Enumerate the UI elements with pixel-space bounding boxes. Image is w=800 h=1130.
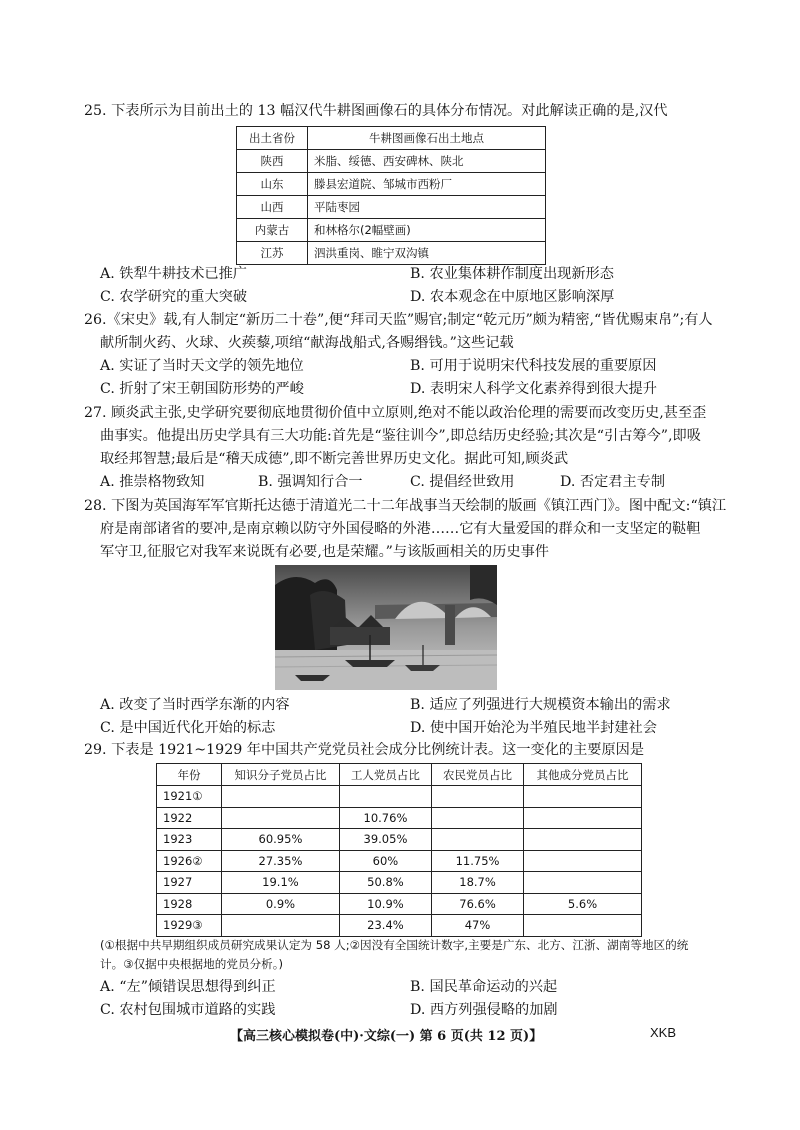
table-cell: 1929③ — [157, 915, 222, 937]
q26-option-b[interactable]: B. 可用于说明宋代科技发展的重要原因 — [410, 358, 657, 374]
table-row — [157, 807, 642, 829]
table-cell: 76.6% — [431, 893, 523, 915]
table-cell: 陕西 — [237, 150, 308, 173]
q25-option-a[interactable]: A. 铁犁牛耕技术已推广 — [100, 266, 247, 282]
table-row — [237, 127, 546, 150]
q25-option-b[interactable]: B. 农业集体耕作制度出现新形态 — [410, 266, 614, 282]
q26-stem-line-1: 26.《宋史》载,有人制定“新历二十卷”,便“拜司天监”赐官;制定“乾元历”颇为精密,“皆优赐束帛”;有人 — [84, 312, 713, 328]
q29-header-other: 其他成分党员占比 — [524, 764, 642, 786]
q28-stem-line-1: 28. 下图为英国海军军官斯托达德于清道光二十二年战事当天绘制的版画《镇江西门》。图中配文:“镇江 — [84, 498, 727, 514]
q28-option-d[interactable]: D. 使中国开始沦为半殖民地半封建社会 — [410, 720, 657, 736]
table-cell: 1921① — [157, 786, 222, 808]
table-cell: 10.76% — [339, 807, 431, 829]
table-cell — [222, 786, 340, 808]
table-cell: 和林格尔(2幅壁画) — [308, 219, 546, 242]
q28-option-c[interactable]: C. 是中国近代化开始的标志 — [100, 720, 276, 736]
table-cell: 1927 — [157, 872, 222, 894]
q26-option-a[interactable]: A. 实证了当时天文学的领先地位 — [100, 358, 304, 374]
page-footer: 【高三核心模拟卷(中)·文综(一) 第 6 页(共 12 页)】 — [230, 1029, 543, 1044]
q25-header-province: 出土省份 — [237, 127, 308, 150]
q28-option-b[interactable]: B. 适应了列强进行大规模资本输出的需求 — [410, 697, 671, 713]
q29-option-a[interactable]: A. “左”倾错误思想得到纠正 — [100, 979, 276, 995]
engraving-illustration — [275, 565, 497, 690]
q26-stem-line-2: 献所制火药、火球、火蒺藜,项绾“献海战船式,各赐缗钱。”这些记载 — [100, 335, 514, 351]
q29-table — [156, 763, 642, 937]
table-cell — [524, 807, 642, 829]
table-cell — [524, 786, 642, 808]
q27-option-b[interactable]: B. 强调知行合一 — [258, 474, 363, 490]
q26-option-c[interactable]: C. 折射了宋王朝国防形势的严峻 — [100, 381, 304, 397]
table-cell — [524, 915, 642, 937]
table-cell: 0.9% — [222, 893, 340, 915]
q29-note-line-1: (①根据中共早期组织成员研究成果认定为 58 人;②因没有全国统计数字,主要是广东、北方、江浙、湖南等地区的统 — [100, 938, 689, 952]
table-row — [237, 150, 546, 173]
q25-header-location: 牛耕图画像石出土地点 — [308, 127, 546, 150]
table-cell: 1922 — [157, 807, 222, 829]
table-cell — [524, 872, 642, 894]
q29-header-peasant: 农民党员占比 — [431, 764, 523, 786]
q25-option-d[interactable]: D. 农本观念在中原地区影响深厚 — [410, 289, 615, 305]
q29-option-c[interactable]: C. 农村包围城市道路的实践 — [100, 1002, 276, 1018]
table-cell: 内蒙古 — [237, 219, 308, 242]
q25-stem: 25. 下表所示为目前出土的 13 幅汉代牛耕图画像石的具体分布情况。对此解读正确的是,汉代 — [84, 103, 668, 119]
table-cell: 19.1% — [222, 872, 340, 894]
table-cell: 39.05% — [339, 829, 431, 851]
q29-stem: 29. 下表是 1921~1929 年中国共产党党员社会成分比例统计表。这一变化的主要原因是 — [84, 742, 645, 758]
table-cell: 5.6% — [524, 893, 642, 915]
q29-note-line-2: 计。③仅据中央根据地的党员分析。) — [100, 957, 284, 971]
table-row — [157, 829, 642, 851]
table-cell: 1926② — [157, 850, 222, 872]
table-cell: 27.35% — [222, 850, 340, 872]
table-cell: 60.95% — [222, 829, 340, 851]
table-cell: 10.9% — [339, 893, 431, 915]
table-cell: 江苏 — [237, 242, 308, 265]
table-row — [237, 173, 546, 196]
table-cell: 47% — [431, 915, 523, 937]
table-cell: 滕县宏道院、邹城市西粉厂 — [308, 173, 546, 196]
q25-option-c[interactable]: C. 农学研究的重大突破 — [100, 289, 248, 305]
q27-stem-line-2: 曲事实。他提出历史学具有三大功能:首先是“鉴往训今”,即总结历史经验;其次是“引古筹今”,即吸 — [100, 428, 701, 444]
q27-option-c[interactable]: C. 提倡经世致用 — [410, 474, 515, 490]
table-cell — [431, 829, 523, 851]
q29-header-worker: 工人党员占比 — [339, 764, 431, 786]
table-row — [157, 786, 642, 808]
table-row — [157, 872, 642, 894]
table-header-row — [157, 764, 642, 786]
table-cell: 1923 — [157, 829, 222, 851]
table-cell — [524, 829, 642, 851]
table-cell: 11.75% — [431, 850, 523, 872]
footer-code: XKB — [650, 1025, 677, 1040]
q25-table — [236, 126, 546, 265]
table-cell: 1928 — [157, 893, 222, 915]
table-cell: 23.4% — [339, 915, 431, 937]
table-cell: 18.7% — [431, 872, 523, 894]
table-row — [157, 915, 642, 937]
zhenjiang-west-gate-engraving — [275, 565, 497, 690]
table-cell: 平陆枣园 — [308, 196, 546, 219]
q27-stem-line-3: 取经邦智慧;最后是“稽天成德”,即不断完善世界历史文化。据此可知,顾炎武 — [100, 451, 569, 467]
q27-stem-line-1: 27. 顾炎武主张,史学研究要彻底地贯彻价值中立原则,绝对不能以政治伦理的需要而改变历史,甚至歪 — [84, 405, 707, 421]
table-cell — [339, 786, 431, 808]
table-cell — [524, 850, 642, 872]
table-cell — [222, 807, 340, 829]
table-cell — [222, 915, 340, 937]
q28-stem-line-3: 军守卫,征服它对我军来说既有必要,也是荣耀。”与该版画相关的历史事件 — [100, 544, 549, 560]
table-cell: 60% — [339, 850, 431, 872]
q26-option-d[interactable]: D. 表明宋人科学文化素养得到很大提升 — [410, 381, 657, 397]
table-cell: 山东 — [237, 173, 308, 196]
table-row — [237, 242, 546, 265]
q29-header-year: 年份 — [157, 764, 222, 786]
q28-option-a[interactable]: A. 改变了当时西学东渐的内容 — [100, 697, 290, 713]
table-cell — [431, 786, 523, 808]
table-cell — [431, 807, 523, 829]
q27-option-a[interactable]: A. 推崇格物致知 — [100, 474, 205, 490]
table-row — [157, 893, 642, 915]
table-cell: 泗洪重岗、睢宁双沟镇 — [308, 242, 546, 265]
table-row — [237, 196, 546, 219]
table-cell: 50.8% — [339, 872, 431, 894]
table-row — [237, 219, 546, 242]
q27-option-d[interactable]: D. 否定君主专制 — [560, 474, 666, 490]
q29-option-d[interactable]: D. 西方列强侵略的加剧 — [410, 1002, 558, 1018]
table-cell: 山西 — [237, 196, 308, 219]
q29-header-intellectual: 知识分子党员占比 — [222, 764, 340, 786]
q29-option-b[interactable]: B. 国民革命运动的兴起 — [410, 979, 558, 995]
table-row — [157, 850, 642, 872]
q28-stem-line-2: 府是南部诸省的要冲,是南京赖以防守外国侵略的外港……它有大量爱国的群众和一支坚定的鞑靼 — [100, 521, 701, 537]
table-cell: 米脂、绥德、西安碑林、陕北 — [308, 150, 546, 173]
